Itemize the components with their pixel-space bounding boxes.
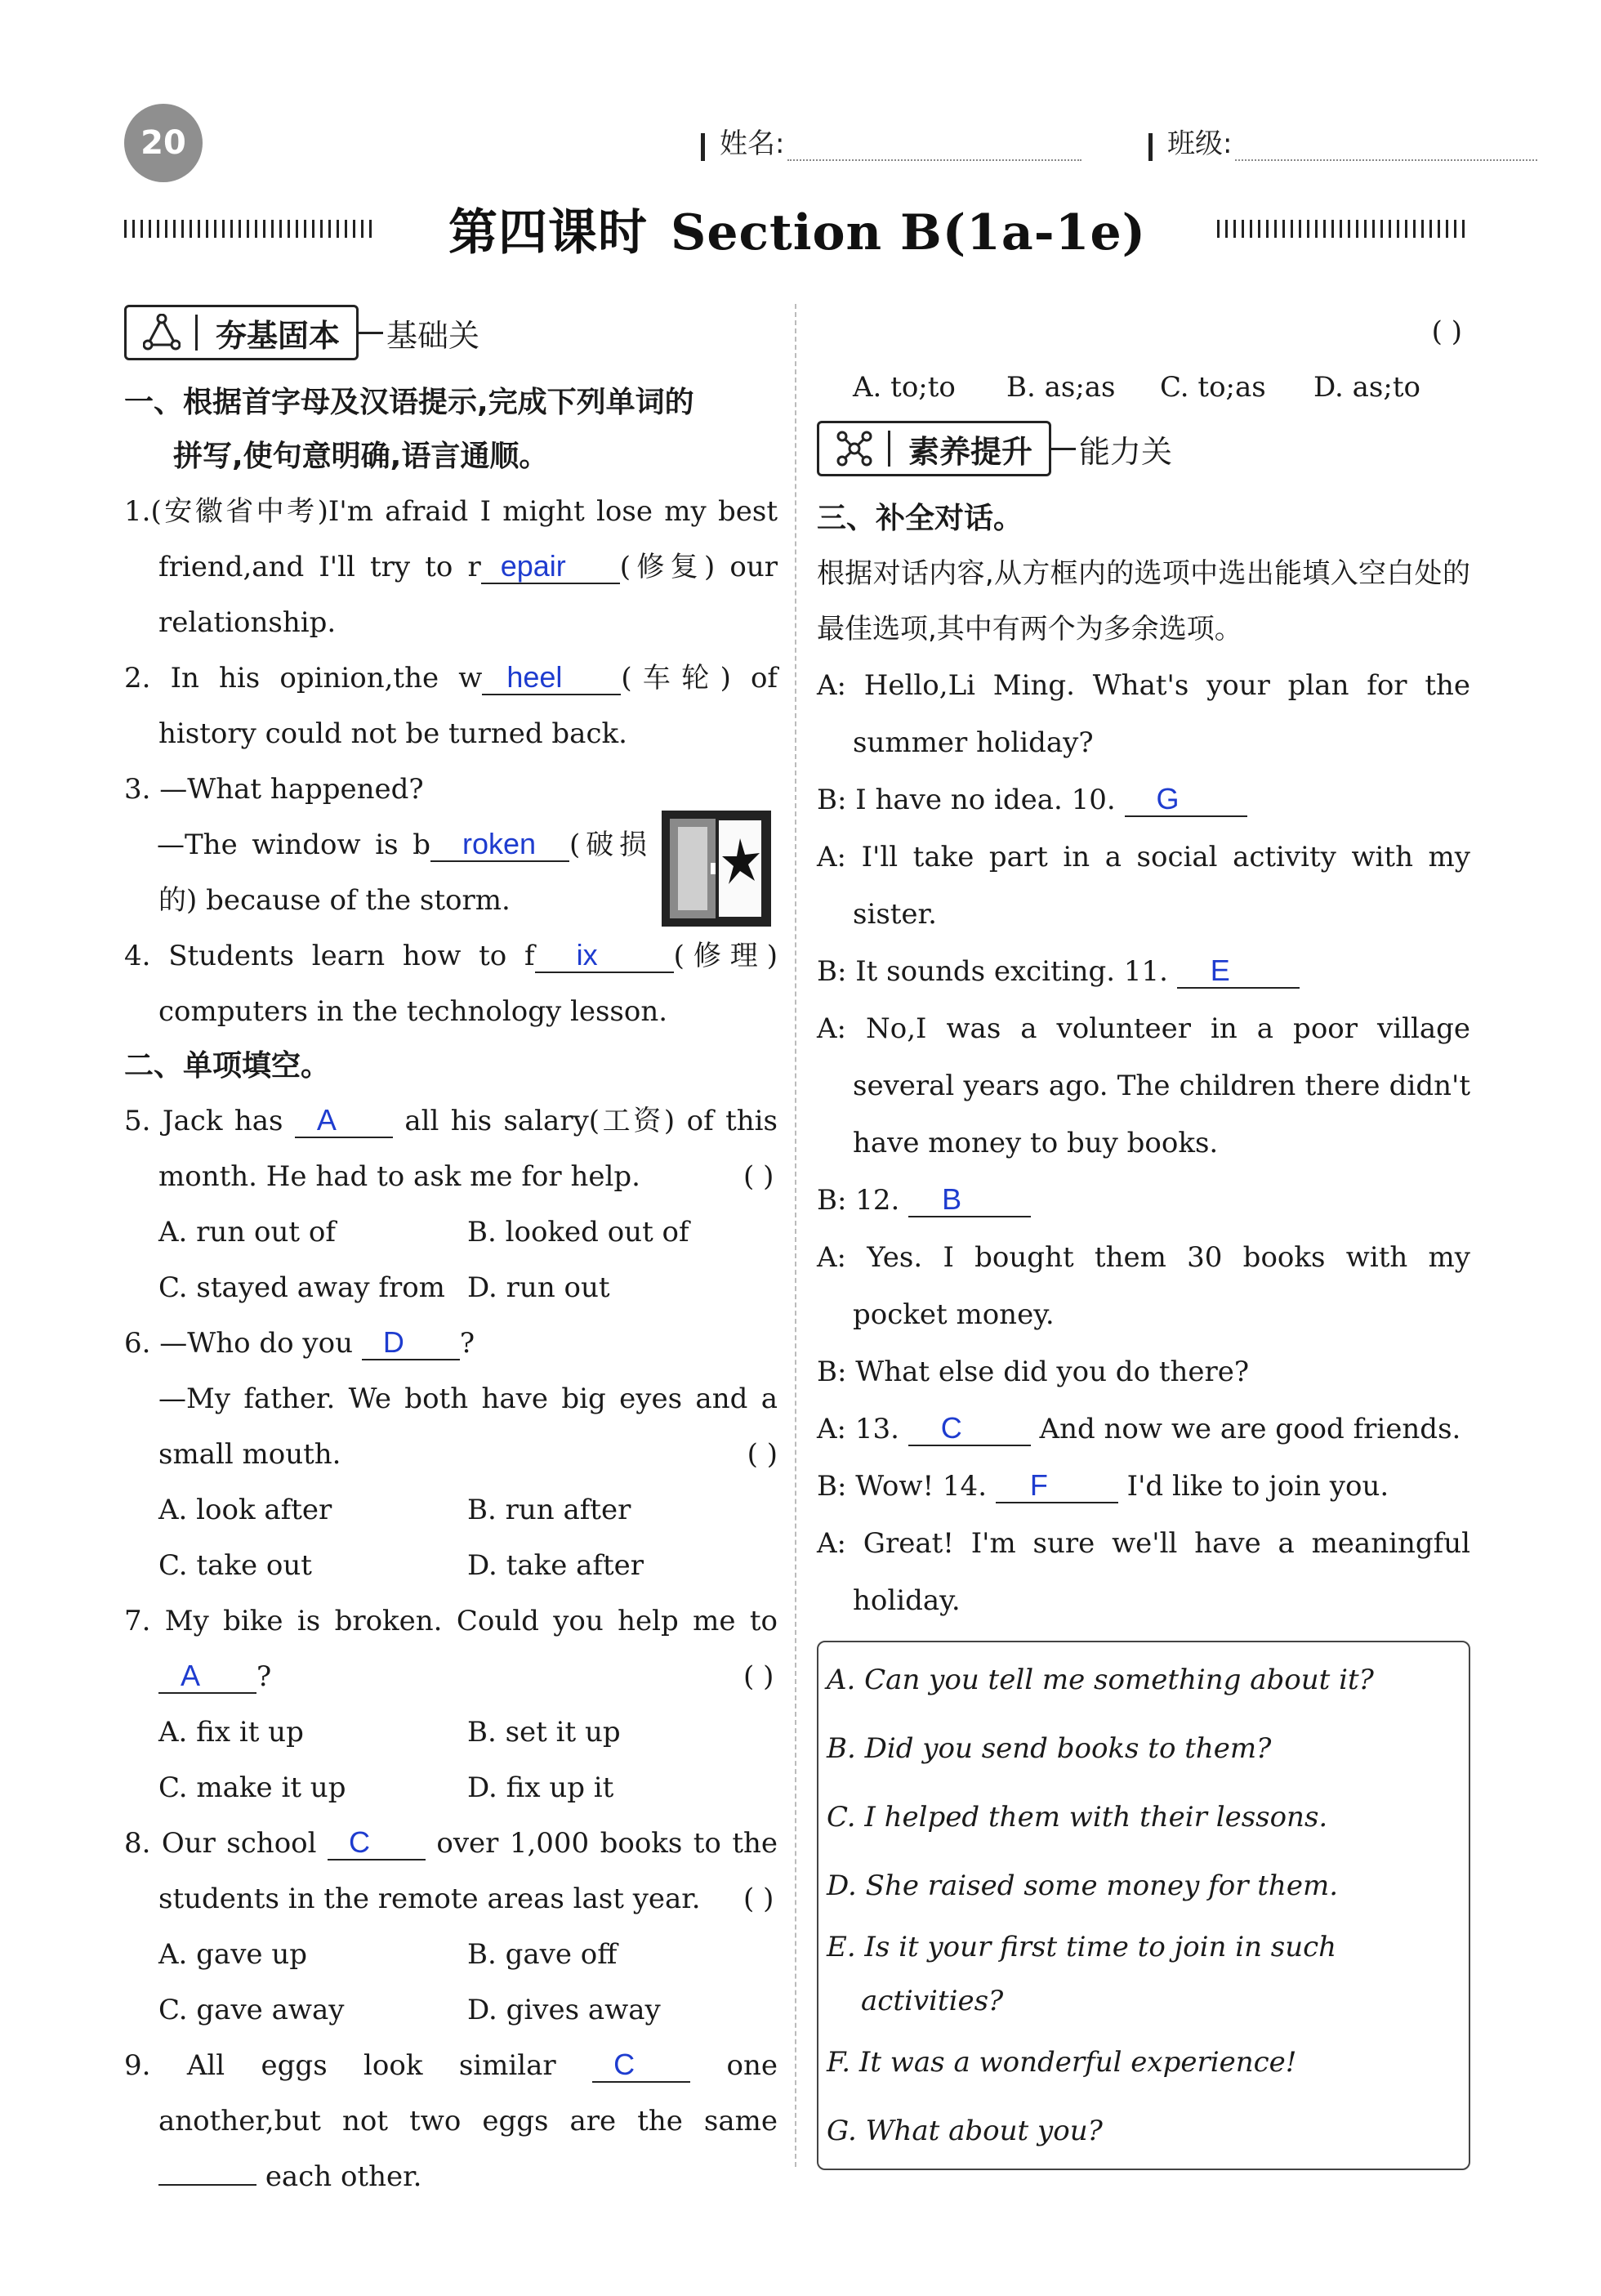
question-4: 4. Students learn how to f ix (修理) computers in the technology lesson. [124,938,778,1028]
section-badge-tail: 基础关 [386,317,480,354]
section-badge-label: 素养提升 [908,433,1033,470]
answer-blank[interactable]: C [328,1826,426,1860]
dialog-line: B: I have no idea. 10. G [817,771,1470,829]
decorative-ticks-right [1217,220,1470,238]
section-badge-label: 夯基固本 [216,317,341,354]
decorative-ticks-left [124,220,377,238]
options-q5: A. run out of B. looked out of [158,1216,689,1249]
left-column [124,304,778,2204]
answer-blank[interactable]: A [158,1659,256,1694]
choice-item: E. Is it your first time to join in such activities? [827,1931,1337,2017]
part3-heading: 三、补全对话。 [817,502,1023,535]
section-badge-ability [817,420,1470,477]
choice-item: G. What about you? [827,2115,1103,2147]
choice-item: C. I helped them with their lessons. [827,1801,1328,1834]
dialog-line: B: Wow! 14. F I'd like to join you. [817,1468,1389,1503]
column-divider [795,304,796,2167]
dialog-line: B: 12. B [817,1172,1470,1229]
section-badge-basic [124,304,778,361]
choice-item: B. Did you send books to them? [827,1732,1272,1765]
answer-blank[interactable]: epair [481,550,620,584]
question-9-paren: ( ) [1431,315,1462,348]
dialog-line: A: No,I was a volunteer in a poor village several years ago. The children there didn't have money to buy books. [817,1012,1470,1159]
answer-blank[interactable]: F [996,1469,1118,1503]
answer-blank-2[interactable] [158,2184,256,2186]
question-7: 7. My bike is broken. Could you help me to A ? ( ) [124,1605,778,1693]
answer-blank[interactable]: C [592,2048,690,2083]
question-9: 9. All eggs look similar C one another,but not two eggs are the same each other. [124,2048,778,2193]
answer-blank[interactable]: G [1125,783,1247,817]
dialog-line: A: Hello,Li Ming. What's your plan for the summer holiday? [817,669,1470,759]
question-3: —The window is b roken (破损的) because of the storm. [157,827,648,917]
answer-blank[interactable]: A [295,1104,393,1138]
name-field[interactable] [701,121,1081,161]
right-column [817,304,1470,2170]
part3-instruction: 根据对话内容,从方框内的选项中选出能填入空白处的最佳选项,其中有两个为多余选项。 [817,557,1470,645]
network-nodes-icon [836,430,873,467]
question-8: 8. Our school C over 1,000 books to the students in the remote areas last year. ( ) [124,1825,778,1915]
answer-blank[interactable]: E [1177,954,1300,989]
question-2: 2. In his opinion,the w heel (车轮) of history could not be turned back. [124,660,778,750]
class-field[interactable] [1148,121,1537,161]
answer-blank[interactable]: D [362,1326,460,1360]
question-1: 1.(安徽省中考)I'm afraid I might lose my best friend,and I'll try to r epair (修复) our relationship. [124,495,778,639]
options-q6: A. look after B. run after [158,1494,631,1526]
dialog-line: A: Great! I'm sure we'll have a meaningful holiday. [817,1527,1470,1617]
options-q9: A. to;to B. as;as C. to;as D. as;to [853,371,1420,404]
answer-blank[interactable]: ix [535,939,674,973]
options-q7: A. fix it up B. set it up [158,1716,621,1749]
class-label: 班级: [1167,127,1233,160]
answer-blank[interactable]: heel [482,661,621,695]
dialog-line: A: 13. C And now we are good friends. [817,1411,1461,1445]
name-label: 姓名: [720,127,785,160]
part2-heading: 二、单项填空。 [124,1049,331,1083]
question-6-reply: —My father. We both have big eyes and a small mouth. ( ) [158,1383,778,1471]
page-title: 第四课时 Section B(1a-1e) [448,204,1146,261]
answer-blank[interactable]: roken [430,828,569,862]
dialog-line: A: Yes. I bought them 30 books with my pocket money. [817,1241,1470,1331]
choices-box [817,1641,1470,2170]
page-number: 20 [124,104,203,182]
question-5: 5. Jack has A all his salary(工资) of this month. He had to ask me for help. ( ) [124,1103,778,1193]
answer-blank[interactable]: B [908,1183,1031,1217]
options-q7b: C. make it up D. fix up it [158,1771,614,1804]
dialog-line: A: I'll take part in a social activity with my sister. [817,841,1470,931]
options-q5b: C. stayed away from D. run out [158,1271,610,1304]
choice-item: A. Can you tell me something about it? [827,1664,1374,1696]
part1-heading-cont: 拼写,使句意明确,语言通顺。 [173,440,549,473]
dialog-line: B: It sounds exciting. 11. E [817,943,1470,1000]
question-3-line1: 3. —What happened? [124,773,424,806]
triangle-nodes-icon [143,314,181,351]
broken-window-image [660,809,773,928]
choice-item: F. It was a wonderful experience! [827,2046,1297,2079]
section-badge-tail: 能力关 [1079,433,1173,470]
dialog-line: B: What else did you do there? [817,1356,1250,1388]
options-q8: A. gave up B. gave off [158,1938,618,1971]
options-q8b: C. gave away D. gives away [158,1994,661,2026]
options-q6b: C. take out D. take after [158,1549,644,1582]
question-6: 6. —Who do you D ? [124,1325,475,1360]
page-title-row [124,196,1470,261]
part1-heading: 一、根据首字母及汉语提示,完成下列单词的 [124,386,694,419]
answer-blank[interactable]: C [908,1412,1031,1446]
choice-item: D. She raised some money for them. [827,1869,1338,1902]
